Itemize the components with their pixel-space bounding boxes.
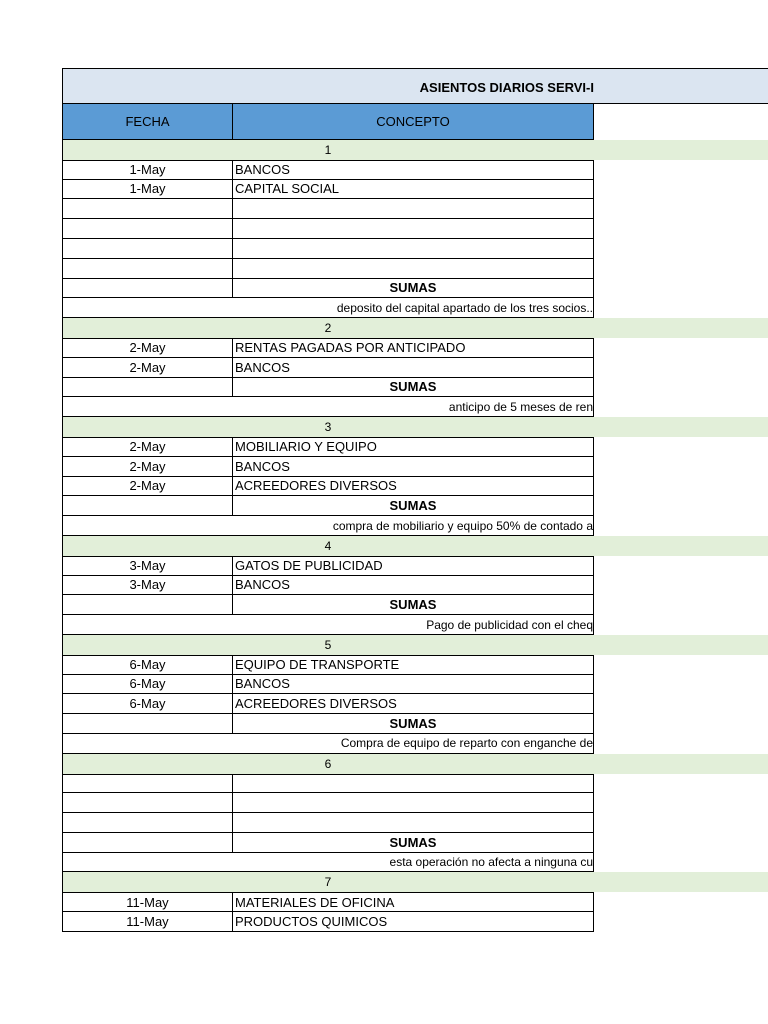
- concepto-cell[interactable]: [232, 219, 594, 239]
- sumas-row: [62, 595, 768, 615]
- entry-description: anticipo de 5 meses de ren: [448, 399, 593, 414]
- sumas-label[interactable]: SUMAS: [232, 714, 594, 734]
- table-row: [62, 477, 768, 497]
- header-concepto[interactable]: CONCEPTO: [232, 104, 594, 140]
- concepto-cell[interactable]: CAPITAL SOCIAL: [232, 180, 594, 200]
- description-row: [62, 615, 768, 635]
- table-row: [62, 437, 768, 457]
- concepto-cell[interactable]: GATOS DE PUBLICIDAD: [232, 556, 594, 576]
- fecha-cell[interactable]: 1-May: [62, 160, 233, 180]
- fecha-cell[interactable]: 6-May: [62, 655, 233, 675]
- fecha-cell[interactable]: 6-May: [62, 694, 233, 714]
- concepto-cell[interactable]: RENTAS PAGADAS POR ANTICIPADO: [232, 338, 594, 358]
- sumas-label[interactable]: SUMAS: [232, 833, 594, 853]
- concepto-cell[interactable]: MOBILIARIO Y EQUIPO: [232, 437, 594, 457]
- concepto-cell[interactable]: [232, 793, 594, 813]
- concepto-cell[interactable]: BANCOS: [232, 675, 594, 695]
- sumas-label[interactable]: SUMAS: [232, 279, 594, 299]
- header-fecha[interactable]: FECHA: [62, 104, 233, 140]
- table-row: [62, 556, 768, 576]
- concepto-cell[interactable]: PRODUCTOS QUIMICOS: [232, 912, 594, 932]
- table-row: [62, 912, 768, 932]
- journal-sheet: [62, 68, 768, 932]
- entry-description-cell[interactable]: [62, 615, 594, 635]
- entry-description: esta operación no afecta a ninguna cu: [389, 855, 593, 870]
- table-row: [62, 576, 768, 596]
- fecha-cell[interactable]: 3-May: [62, 556, 233, 576]
- table-row: [62, 180, 768, 200]
- entry-description-cell[interactable]: [62, 298, 594, 318]
- concepto-cell[interactable]: [232, 239, 594, 259]
- table-row: [62, 655, 768, 675]
- entry-number-row: [62, 635, 768, 655]
- fecha-cell[interactable]: 2-May: [62, 358, 233, 378]
- table-row: [62, 259, 768, 279]
- entry-description-cell[interactable]: [62, 734, 594, 754]
- description-row: [62, 734, 768, 754]
- fecha-cell[interactable]: 3-May: [62, 576, 233, 596]
- entry-description: deposito del capital apartado de los tres socios..: [336, 300, 593, 315]
- table-row: [62, 892, 768, 912]
- description-row: [62, 397, 768, 417]
- fecha-cell[interactable]: [62, 774, 233, 794]
- table-row: [62, 675, 768, 695]
- sumas-fecha-cell[interactable]: [62, 279, 233, 299]
- sumas-fecha-cell[interactable]: [62, 378, 233, 398]
- table-row: [62, 813, 768, 833]
- entry-description-cell[interactable]: [62, 516, 594, 536]
- concepto-cell[interactable]: MATERIALES DE OFICINA: [232, 892, 594, 912]
- fecha-cell[interactable]: 11-May: [62, 892, 233, 912]
- description-row: [62, 298, 768, 318]
- concepto-cell[interactable]: BANCOS: [232, 576, 594, 596]
- fecha-cell[interactable]: 2-May: [62, 457, 233, 477]
- entry-description-cell[interactable]: [62, 397, 594, 417]
- table-row: [62, 457, 768, 477]
- entry-number-row: [62, 536, 768, 556]
- table-row: [62, 239, 768, 259]
- entry-number[interactable]: 6: [62, 754, 593, 774]
- concepto-cell[interactable]: [232, 774, 594, 794]
- entry-description: compra de mobiliario y equipo 50% de contado a: [332, 518, 593, 533]
- fecha-cell[interactable]: 11-May: [62, 912, 233, 932]
- sumas-row: [62, 378, 768, 398]
- table-row: [62, 160, 768, 180]
- fecha-cell[interactable]: [62, 259, 233, 279]
- sumas-row: [62, 714, 768, 734]
- sumas-label[interactable]: SUMAS: [232, 595, 594, 615]
- fecha-cell[interactable]: [62, 813, 233, 833]
- table-row: [62, 358, 768, 378]
- entry-number-row: [62, 318, 768, 338]
- concepto-cell[interactable]: [232, 259, 594, 279]
- entry-description: Pago de publicidad con el cheq: [426, 617, 593, 632]
- fecha-cell[interactable]: 2-May: [62, 338, 233, 358]
- description-row: [62, 853, 768, 873]
- fecha-cell[interactable]: 2-May: [62, 437, 233, 457]
- entry-number[interactable]: 2: [62, 318, 593, 338]
- entry-number-row: [62, 872, 768, 892]
- entry-description: Compra de equipo de reparto con enganche de: [340, 736, 593, 751]
- fecha-cell[interactable]: [62, 793, 233, 813]
- concepto-cell[interactable]: BANCOS: [232, 457, 594, 477]
- sheet-title: ASIENTOS DIARIOS SERVI-I: [419, 79, 594, 95]
- table-row: [62, 199, 768, 219]
- table-row: [62, 338, 768, 358]
- concepto-cell[interactable]: BANCOS: [232, 358, 594, 378]
- table-row: [62, 793, 768, 813]
- sumas-fecha-cell[interactable]: [62, 496, 233, 516]
- fecha-cell[interactable]: [62, 219, 233, 239]
- entry-number[interactable]: 1: [62, 140, 593, 160]
- sumas-label[interactable]: SUMAS: [232, 378, 594, 398]
- table-row: [62, 219, 768, 239]
- fecha-cell[interactable]: [62, 239, 233, 259]
- concepto-cell[interactable]: [232, 813, 594, 833]
- sumas-fecha-cell[interactable]: [62, 714, 233, 734]
- fecha-cell[interactable]: 1-May: [62, 180, 233, 200]
- sumas-fecha-cell[interactable]: [62, 595, 233, 615]
- entry-number-row: [62, 417, 768, 437]
- column-header-row: [62, 104, 768, 140]
- table-row: [62, 694, 768, 714]
- concepto-cell[interactable]: ACREEDORES DIVERSOS: [232, 694, 594, 714]
- table-row: [62, 774, 768, 794]
- fecha-cell[interactable]: 6-May: [62, 675, 233, 695]
- entry-number[interactable]: 4: [62, 536, 593, 556]
- sumas-label[interactable]: SUMAS: [232, 496, 594, 516]
- concepto-cell[interactable]: [232, 199, 594, 219]
- sumas-row: [62, 496, 768, 516]
- concepto-cell[interactable]: EQUIPO DE TRANSPORTE: [232, 655, 594, 675]
- entry-number[interactable]: 7: [62, 872, 593, 892]
- description-row: [62, 516, 768, 536]
- entry-description-cell[interactable]: [62, 853, 594, 873]
- sumas-row: [62, 279, 768, 299]
- title-bar: [62, 68, 768, 104]
- sumas-fecha-cell[interactable]: [62, 833, 233, 853]
- entry-number-row: [62, 754, 768, 774]
- entry-number[interactable]: 3: [62, 417, 593, 437]
- concepto-cell[interactable]: BANCOS: [232, 160, 594, 180]
- fecha-cell[interactable]: [62, 199, 233, 219]
- journal-rows: [62, 140, 768, 932]
- entry-number-row: [62, 140, 768, 160]
- sumas-row: [62, 833, 768, 853]
- concepto-cell[interactable]: ACREEDORES DIVERSOS: [232, 477, 594, 497]
- fecha-cell[interactable]: 2-May: [62, 477, 233, 497]
- entry-number[interactable]: 5: [62, 635, 593, 655]
